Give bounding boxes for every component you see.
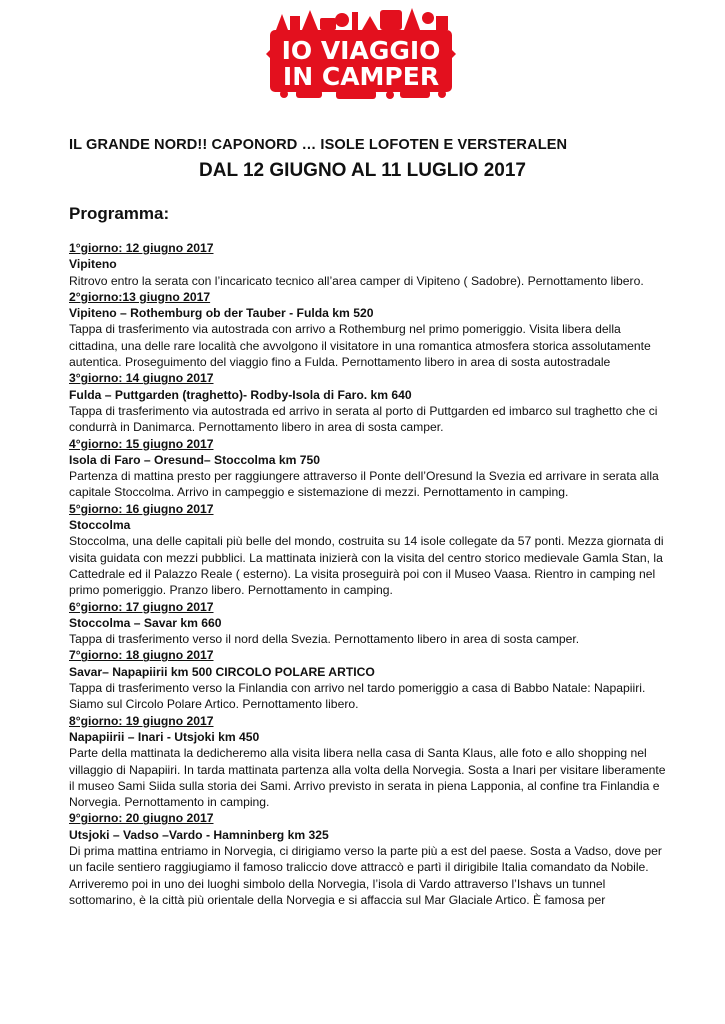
day-date: 8°giorno: 19 giugno 2017 — [69, 713, 214, 728]
day-description: Tappa di trasferimento verso la Finlandia con arrivo nel tardo pomeriggio a casa di Babbo Natale: Napapiiri. Siamo sul Circolo Polare Artico. Pernottamento libero. — [69, 681, 646, 712]
itinerary-day — [69, 599, 669, 648]
day-date: 5°giorno: 16 giugno 2017 — [69, 501, 214, 516]
logo — [266, 4, 456, 102]
day-date: 9°giorno: 20 giugno 2017 — [69, 811, 214, 826]
day-route: Utsjoki – Vadso –Vardo - Hamninberg km 325 — [69, 827, 329, 842]
day-description: Tappa di trasferimento via autostrada con arrivo a Rothemburg nel primo pomeriggio. Visita libera della cittadina, una delle rare località che avvolgono il visitatore in una romantica atmosfera storica assolutamente autentica. Proseguimento del viaggio fino a Fulda. Pernottamento libero in area di sosta autostradale — [69, 322, 651, 370]
day-route: Savar– Napapiirii km 500 CIRCOLO POLARE ARTICO — [69, 664, 375, 679]
day-description: Stoccolma, una delle capitali più belle del mondo, costruita su 14 isole collegate da 57 ponti. Mezza giornata di visita guidata con mezzi pubblici. La mattinata inizierà con la visita del centro storico medievale Gamla Stan, la Cattedrale ed il Palazzo Reale ( esterno). La visita proseguirà poi con il Museo Vaasa. Rientro in camping nel primo pomeriggio. Pranzo libero. Pernottamento in camping. — [69, 534, 664, 598]
itinerary — [69, 240, 669, 908]
day-description: Partenza di mattina presto per raggiungere attraverso il Ponte dell’Oresund la Svezia ed arrivare in serata alla capitale Stoccolma. Arrivo in campeggio e sistemazione di mezzi. Pernottamento in camping. — [69, 469, 659, 500]
day-route: Isola di Faro – Oresund– Stoccolma km 750 — [69, 452, 320, 467]
day-date: 1°giorno: 12 giugno 2017 — [69, 241, 214, 255]
itinerary-day — [69, 436, 669, 501]
itinerary-day — [69, 240, 669, 289]
day-description: Tappa di trasferimento verso il nord della Svezia. Pernottamento libero in area di sosta camper. — [69, 632, 580, 647]
document-dates: DAL 12 GIUGNO AL 11 LUGLIO 2017 — [199, 160, 526, 181]
itinerary-day — [69, 810, 669, 908]
day-route: Napapiirii – Inari - Utsjoki km 450 — [69, 729, 260, 744]
itinerary-day — [69, 289, 669, 370]
document-title: IL GRANDE NORD!! CAPONORD … ISOLE LOFOTEN E VERSTERALEN — [69, 137, 568, 153]
day-route: Stoccolma – Savar km 660 — [69, 615, 222, 630]
itinerary-day — [69, 713, 669, 811]
day-date: 6°giorno: 17 giugno 2017 — [69, 599, 214, 614]
day-description: Di prima mattina entriamo in Norvegia, ci dirigiamo verso la parte più a est del paese. Sosta a Vadso, dove per un facile sentiero raggiugiamo il famoso traliccio dove attraccò e partì il dirigibile Italia comandato da Nobile. Arriveremo poi in uno dei luoghi simbolo della Norvegia, l’isola di Vardo attraverso l’Ishavs un tunnel sottomarino, è la città più orientale della Norvegia e si affaccia sul Mar Glaciale Artico. È famosa per — [69, 843, 662, 907]
itinerary-day — [69, 647, 669, 712]
programma-heading: Programma: — [69, 204, 170, 223]
logo-text-line1: IO VIAGGIO — [281, 36, 441, 65]
day-route: Vipiteno — [69, 257, 117, 272]
logo-graphic — [266, 4, 456, 102]
day-route: Fulda – Puttgarden (traghetto)- Rodby-Isola di Faro. km 640 — [69, 387, 412, 402]
day-date: 3°giorno: 14 giugno 2017 — [69, 371, 214, 386]
day-description: Parte della mattinata la dedicheremo alla visita libera nella casa di Santa Klaus, alle foto e allo shopping nel villaggio di Napapiiri. In tarda mattinata partenza alla volta della Norvegia. Sosta a Inari per visitare liberamente il museo Sami Siida sulla storia dei Sami. Arrivo previsto in serata in piena Lapponia, al confine tra Finlandia e Norvegia. Pernottamento in camping. — [69, 746, 666, 810]
logo-text-line2: IN CAMPER — [282, 62, 440, 91]
day-description: Ritrovo entro la serata con l’incaricato tecnico all’area camper di Vipiteno ( Sadobre). Pernottamento libero. — [69, 273, 644, 288]
day-route: Stoccolma — [69, 518, 131, 533]
itinerary-day — [69, 501, 669, 599]
day-date: 4°giorno: 15 giugno 2017 — [69, 436, 214, 451]
day-date: 2°giorno:13 giugno 2017 — [69, 289, 211, 304]
day-date: 7°giorno: 18 giugno 2017 — [69, 648, 214, 663]
day-route: Vipiteno – Rothemburg ob der Tauber - Fulda km 520 — [69, 306, 374, 321]
itinerary-day — [69, 370, 669, 435]
day-description: Tappa di trasferimento via autostrada ed arrivo in serata al porto di Puttgarden ed imbarco sul traghetto che ci condurrà in Danimarca. Pernottamento libero in area di sosta camper. — [69, 403, 658, 435]
